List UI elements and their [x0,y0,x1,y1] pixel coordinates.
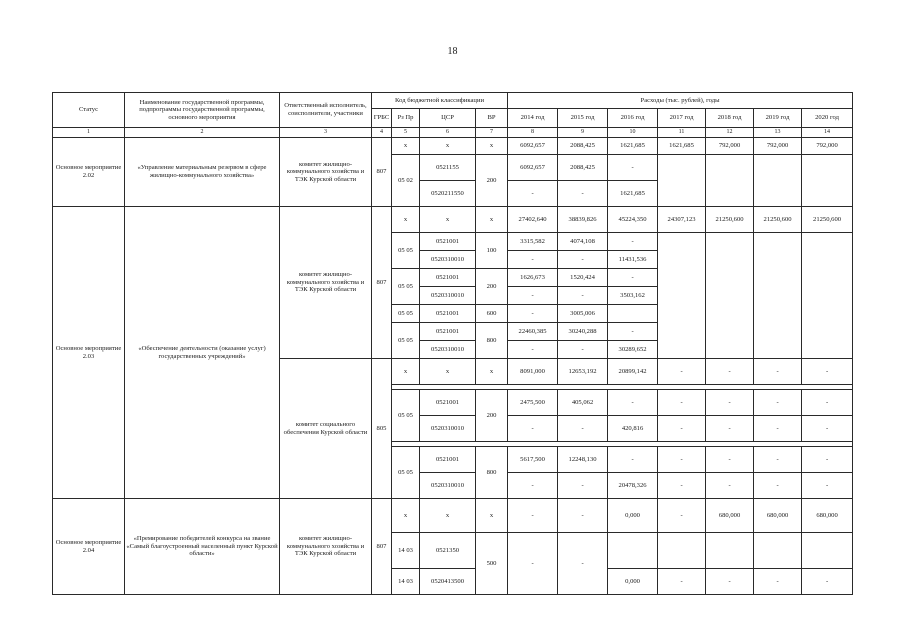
value-cell: 2088,425 [558,155,608,181]
value-cell: 1621,685 [608,181,658,207]
col-number: 7 [476,128,508,138]
value-cell: 420,816 [608,416,658,442]
col-number: 10 [608,128,658,138]
responsible-cell: комитет жилищно-коммунального хозяйства и ТЭК Курской области [280,207,372,359]
csr-cell: х [420,207,476,233]
value-cell: 45224,350 [608,207,658,233]
value-cell: 792,000 [754,138,802,155]
vr-cell: 200 [476,269,508,305]
vr-cell: 600 [476,305,508,323]
col-number: 12 [706,128,754,138]
value-cell: 8091,000 [508,359,558,385]
value-cell: - [608,323,658,341]
value-cell: - [508,181,558,207]
header-row [53,93,853,109]
value-cell: - [802,447,853,473]
grbs-cell: 807 [372,499,392,595]
value-cell: - [706,390,754,416]
value-cell: - [802,569,853,595]
value-cell: - [658,499,706,533]
value-cell: - [658,569,706,595]
vr-cell: 800 [476,447,508,499]
name-cell: «Обеспечение деятельности (оказание услуг) государственных учреждений» [125,207,280,499]
value-cell: - [508,416,558,442]
header-expenses: Расходы (тыс. рублей), годы [508,93,853,109]
col-number: 11 [658,128,706,138]
value-cell [608,533,658,569]
name-cell: «Управление материальным резервом в сфере жилищно-коммунального хозяйства» [125,138,280,207]
status-cell: Основное мероприятие 2.02 [53,138,125,207]
rzpr-cell: 14 03 [392,533,420,569]
value-cell: - [508,533,558,595]
header-csr: ЦСР [420,109,476,128]
rzpr-cell: х [392,499,420,533]
vr-cell: 800 [476,323,508,359]
col-number: 8 [508,128,558,138]
vr-cell: 100 [476,233,508,269]
value-cell: 21250,600 [706,207,754,233]
value-cell: - [558,251,608,269]
col-number: 13 [754,128,802,138]
csr-cell: 0520310010 [420,341,476,359]
col-number: 5 [392,128,420,138]
col-number: 4 [372,128,392,138]
value-cell: 20478,326 [608,473,658,499]
header-vr: ВР [476,109,508,128]
budget-table [52,92,853,595]
grbs-cell: 807 [372,207,392,359]
value-cell: - [558,499,608,533]
vr-cell: х [476,138,508,155]
value-cell: 38839,826 [558,207,608,233]
value-cell: 2088,425 [558,138,608,155]
value-cell: - [658,473,706,499]
value-cell: 1626,673 [508,269,558,287]
value-cell: - [508,251,558,269]
value-cell: - [508,287,558,305]
value-cell: 0,000 [608,499,658,533]
value-cell: - [706,416,754,442]
value-cell [658,533,706,569]
value-cell: 3315,582 [508,233,558,251]
value-cell: - [754,569,802,595]
value-cell [802,155,853,207]
header-year: 2016 год [608,109,658,128]
value-cell: 1621,685 [608,138,658,155]
value-cell: - [706,473,754,499]
header-name: Наименование государственной программы, подпрограммы государственной программы, основного мероприятия [125,93,280,128]
status-cell: Основное мероприятие 2.03 [53,207,125,499]
value-cell: - [658,359,706,385]
vr-cell: х [476,359,508,385]
vr-cell: х [476,499,508,533]
value-cell: - [754,447,802,473]
csr-cell: х [420,359,476,385]
value-cell: 405,062 [558,390,608,416]
value-cell: 12653,192 [558,359,608,385]
table-row [53,499,853,533]
col-number: 6 [420,128,476,138]
csr-cell: 0521001 [420,390,476,416]
value-cell: 30289,652 [608,341,658,359]
value-cell: 3503,162 [608,287,658,305]
responsible-cell: комитет жилищно-коммунального хозяйства и ТЭК Курской области [280,499,372,595]
rzpr-cell: х [392,138,420,155]
header-grbs: ГРБС [372,109,392,128]
value-cell: 792,000 [706,138,754,155]
value-cell: - [558,341,608,359]
status-cell: Основное мероприятие 2.04 [53,499,125,595]
responsible-cell: комитет жилищно-коммунального хозяйства и ТЭК Курской области [280,138,372,207]
value-cell [608,305,658,323]
csr-cell: 0521001 [420,269,476,287]
header-responsible: Ответственный исполнитель, соисполнители, участники [280,93,372,128]
name-cell: «Премирование победителей конкурса на звание «Самый благоустроенный населенный пункт Курской области» [125,499,280,595]
value-cell [706,233,754,359]
table-row [53,138,853,155]
rzpr-cell: 05 05 [392,323,420,359]
value-cell: - [608,447,658,473]
header-year: 2015 год [558,109,608,128]
value-cell: - [508,341,558,359]
csr-cell: 0521001 [420,323,476,341]
rzpr-cell: 05 05 [392,447,420,499]
col-number: 2 [125,128,280,138]
header-rzpr: Рз Пр [392,109,420,128]
value-cell: 680,000 [754,499,802,533]
value-cell: 24307,123 [658,207,706,233]
header-year: 2019 год [754,109,802,128]
value-cell: 2475,500 [508,390,558,416]
csr-cell: 0521001 [420,233,476,251]
value-cell: - [608,233,658,251]
rzpr-cell: х [392,207,420,233]
csr-cell: 0521001 [420,447,476,473]
header-budget-code: Код бюджетной классификации [372,93,508,109]
csr-cell: 0520413500 [420,569,476,595]
header-year: 2014 год [508,109,558,128]
value-cell [706,155,754,207]
value-cell: - [558,473,608,499]
header-year: 2017 год [658,109,706,128]
value-cell [658,155,706,207]
value-cell: 21250,600 [802,207,853,233]
csr-cell: 0521155 [420,155,476,181]
col-number: 14 [802,128,853,138]
value-cell: - [558,181,608,207]
col-number: 3 [280,128,372,138]
csr-cell: 0521350 [420,533,476,569]
value-cell: - [754,416,802,442]
grbs-cell: 805 [372,359,392,499]
value-cell: 20899,142 [608,359,658,385]
csr-cell: х [420,138,476,155]
value-cell: 3005,006 [558,305,608,323]
csr-cell: 0520211550 [420,181,476,207]
value-cell: 680,000 [706,499,754,533]
csr-cell: 0520310010 [420,251,476,269]
value-cell: - [608,269,658,287]
header-year: 2020 год [802,109,853,128]
csr-cell: 0521001 [420,305,476,323]
csr-cell: 0520310010 [420,287,476,305]
value-cell: - [558,416,608,442]
value-cell: - [706,569,754,595]
rzpr-cell: 05 05 [392,390,420,442]
value-cell: 4074,108 [558,233,608,251]
value-cell: - [508,305,558,323]
vr-cell: 500 [476,533,508,595]
value-cell: 12248,130 [558,447,608,473]
rzpr-cell: 05 02 [392,155,420,207]
value-cell: - [658,447,706,473]
value-cell [802,233,853,359]
value-cell: - [754,359,802,385]
value-cell: - [558,533,608,595]
value-cell: - [706,447,754,473]
value-cell: - [608,390,658,416]
column-numbers-row [53,128,853,138]
value-cell: - [608,155,658,181]
value-cell [802,533,853,569]
value-cell: - [658,416,706,442]
header-status: Статус [53,93,125,128]
header-year: 2018 год [706,109,754,128]
value-cell: - [558,287,608,305]
csr-cell: 0520310010 [420,473,476,499]
value-cell [754,533,802,569]
value-cell: 5617,500 [508,447,558,473]
rzpr-cell: 14 03 [392,569,420,595]
value-cell: 6092,657 [508,138,558,155]
rzpr-cell: 05 05 [392,269,420,305]
rzpr-cell: 05 05 [392,305,420,323]
value-cell: - [706,359,754,385]
grbs-cell: 807 [372,138,392,207]
value-cell: - [802,473,853,499]
value-cell: 11431,536 [608,251,658,269]
value-cell: 0,000 [608,569,658,595]
value-cell: 22460,385 [508,323,558,341]
csr-cell: х [420,499,476,533]
col-number: 1 [53,128,125,138]
value-cell [706,533,754,569]
value-cell [754,233,802,359]
value-cell: 680,000 [802,499,853,533]
value-cell: 27402,640 [508,207,558,233]
value-cell: - [802,390,853,416]
value-cell: - [802,416,853,442]
value-cell: - [754,473,802,499]
value-cell: 1520,424 [558,269,608,287]
value-cell: 1621,685 [658,138,706,155]
col-number: 9 [558,128,608,138]
value-cell: 21250,600 [754,207,802,233]
table-row [53,207,853,233]
value-cell [754,155,802,207]
value-cell: 6092,657 [508,155,558,181]
value-cell [658,233,706,359]
rzpr-cell: 05 05 [392,233,420,269]
vr-cell: 200 [476,390,508,442]
value-cell: - [508,473,558,499]
csr-cell: 0520310010 [420,416,476,442]
rzpr-cell: х [392,359,420,385]
value-cell: 792,000 [802,138,853,155]
responsible-cell: комитет социального обеспечения Курской области [280,359,372,499]
vr-cell: 200 [476,155,508,207]
value-cell: - [802,359,853,385]
vr-cell: х [476,207,508,233]
value-cell: - [754,390,802,416]
value-cell: - [658,390,706,416]
page-number: 18 [447,46,458,57]
value-cell: 30240,288 [558,323,608,341]
value-cell: - [508,499,558,533]
